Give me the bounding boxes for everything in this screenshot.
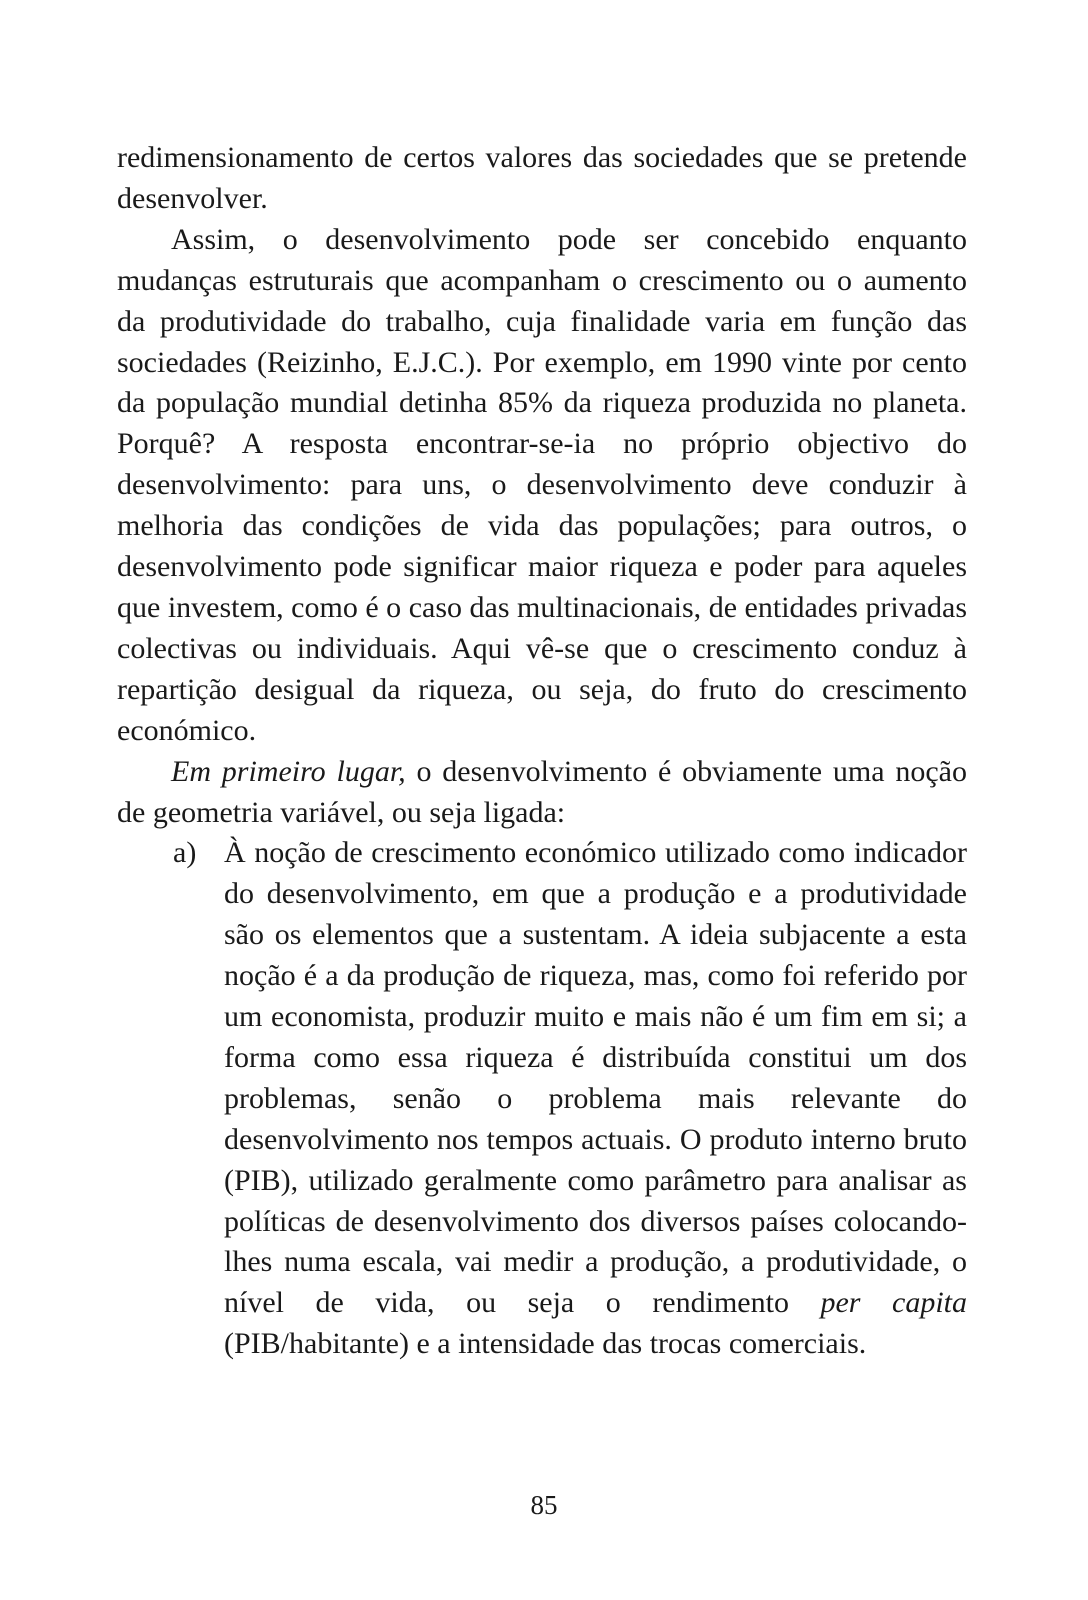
- paragraph-first-place-text: o desenvolvimento é obviamente uma noção de geometria variável, ou seja ligada:: [117, 754, 967, 829]
- list-item-text: [224, 833, 967, 1365]
- paragraph-first-place: [117, 752, 967, 834]
- list-item: [117, 833, 967, 1365]
- list-item-text-part-1: À noção de crescimento económico utilizado como indicador do desenvolvimento, em que a produção e a produtividade são os elementos que a sustentam. A ideia subjacente a esta noção é a da produção de riqueza, mas, como foi referido por um economista, produzir muito e mais não é um fim em si; a forma como essa riqueza é distribuída constitui um dos problemas, senão o problema mais relevante do desenvolvimento nos tempos actuais. O produto interno bruto (PIB), utilizado geralmente como parâmetro para analisar as políticas de desenvolvimento dos diversos países colocando-lhes numa escala, vai medir a produção, a produtividade, o nível de vida, ou seja o rendimento: [224, 836, 967, 1320]
- italic-lead: Em primeiro lugar,: [171, 754, 406, 788]
- paragraph-development: Assim, o desenvolvimento pode ser concebido enquanto mudanças estruturais que acompanham o crescimento ou o aumento da produtividade do trabalho, cuja finalidade varia em função das sociedades (Reizinho, E.J.C.). Por exemplo, em 1990 vinte por cento da população mundial detinha 85% da riqueza produzida no planeta. Porquê? A resposta encontrar-se-ia no próprio objectivo do desenvolvimento: para uns, o desenvolvimento deve conduzir à melhoria das condições de vida das populações; para outros, o desenvolvimento pode significar maior riqueza e poder para aqueles que investem, como é o caso das multinacionais, de entidades privadas colectivas ou individuais. Aqui vê-se que o crescimento conduz à repartição desigual da riqueza, ou seja, do fruto do crescimento económico.: [117, 222, 967, 747]
- page-body: [117, 138, 967, 1365]
- list-marker: a): [173, 836, 197, 870]
- paragraph-continuation: redimensionamento de certos valores das sociedades que se pretende desenvolver.: [117, 141, 967, 215]
- page-number: 85: [530, 1490, 558, 1520]
- list-item-italic: per capita: [820, 1286, 967, 1320]
- list-item-text-part-2: (PIB/habitante) e a intensidade das trocas comerciais.: [224, 1327, 867, 1361]
